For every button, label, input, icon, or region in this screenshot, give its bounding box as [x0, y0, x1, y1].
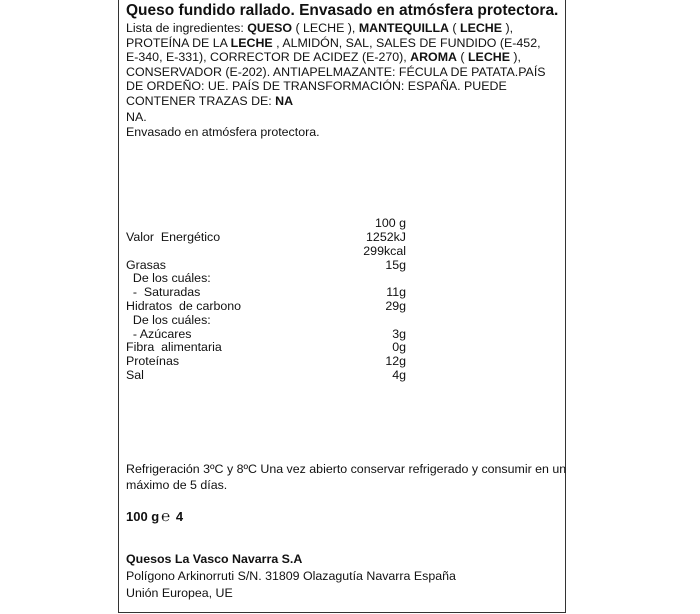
allergen-text: LECHE — [467, 50, 510, 65]
ingredient-text: LECHE — [303, 21, 345, 35]
ingredient-text: ), — [344, 21, 359, 35]
nutrition-value: 3g — [392, 326, 406, 341]
ingredients-list — [126, 21, 562, 109]
nutrition-value: 0g — [392, 340, 406, 355]
nutrition-value: 11g — [386, 285, 406, 300]
nutrition-value: 4g — [392, 368, 406, 382]
nutrition-label: Valor Energético — [126, 230, 221, 244]
allergen-text: LECHE — [230, 35, 273, 50]
nutrition-value: 12g — [385, 354, 406, 369]
nutrition-row — [126, 340, 406, 354]
nutrition-row — [126, 285, 406, 299]
nutrition-row — [126, 354, 406, 368]
nutrition-row — [126, 327, 406, 341]
ingredient-text: PROTEÍNA DE LA — [126, 35, 231, 50]
nutrition-row — [126, 299, 406, 313]
ingredient-text: ( — [292, 21, 304, 35]
unit-count: 4 — [175, 509, 184, 524]
ingredient-text: ), — [502, 21, 514, 35]
ingredient-text: ), — [509, 50, 521, 65]
ingredients-line — [126, 36, 562, 51]
nutrition-row — [126, 258, 406, 272]
net-weight-amount: 100 g — [126, 509, 160, 524]
net-weight — [126, 508, 183, 525]
ingredient-text: CONSERVADOR (E-202). ANTIAPELMAZANTE: FÉCULA DE PATATA.PAÍS — [126, 64, 546, 79]
product-title: Queso fundido rallado. Envasado en atmósfera protectora. — [126, 2, 559, 19]
company-name: Quesos La Vasco Navarra S.A — [126, 552, 303, 566]
nutrition-value: 29g — [385, 299, 406, 313]
ingredient-text: ( — [448, 21, 460, 35]
nutrition-label: - Azúcares — [126, 326, 192, 341]
ingredients-line — [126, 50, 562, 65]
allergen-text: NA — [275, 93, 294, 108]
ingredient-text: DE ORDEÑO: UE. PAÍS DE TRANSFORMACIÓN: ESPAÑA. PUEDE — [126, 79, 507, 94]
nutrition-label: - Saturadas — [126, 285, 201, 300]
nutrition-label: De los cuáles: — [126, 312, 211, 327]
nutrition-label: Grasas — [126, 257, 166, 272]
nutrition-row — [126, 271, 406, 285]
ingredient-text: Lista de ingredientes: — [126, 21, 248, 35]
ingredients-line — [126, 21, 562, 36]
packaging-line: Envasado en atmósfera protectora. — [126, 125, 320, 139]
allergen-text: AROMA — [410, 50, 457, 65]
allergen-text: QUESO — [247, 21, 292, 35]
nutrition-row — [126, 244, 406, 258]
nutrition-value: 299kcal — [363, 243, 406, 258]
ingredients-line — [126, 94, 562, 109]
allergen-text: LECHE — [460, 21, 502, 35]
ingredient-text: , ALMIDÓN, SAL, SALES DE FUNDIDO (E-452, — [272, 35, 541, 50]
estimated-sign-icon: ℮ — [161, 508, 171, 525]
nutrition-row — [126, 313, 406, 327]
nutrition-label: Sal — [126, 368, 144, 382]
nutrition-label: Fibra alimentaria — [126, 340, 222, 355]
ingredients-line — [126, 65, 562, 80]
company-region: Unión Europea, UE — [126, 586, 233, 600]
company-address: Polígono Arkinorruti S/N. 31809 Olazagutía Navarra España — [126, 569, 456, 583]
storage-line-1: Refrigeración 3ºC y 8ºC Una vez abierto conservar refrigerado y consumir en un — [126, 462, 567, 476]
nutrition-label: Hidratos de carbono — [126, 299, 242, 313]
storage-line-2: máximo de 5 días. — [126, 478, 228, 492]
ingredient-text: CONTENER TRAZAS DE: — [126, 93, 276, 108]
ingredients-line — [126, 79, 562, 94]
nutrition-header — [126, 216, 406, 230]
nutrition-row — [126, 230, 406, 244]
na-line: NA. — [126, 110, 147, 124]
nutrition-header-label: 100 g — [374, 216, 406, 230]
nutrition-value: 15g — [385, 257, 406, 272]
nutrition-label: Proteínas — [126, 354, 180, 369]
allergen-text: MANTEQUILLA — [358, 21, 449, 35]
ingredient-text: ( — [456, 50, 468, 65]
company-info — [126, 551, 456, 602]
nutrition-row — [126, 368, 406, 382]
ingredient-text: E-340, E-331), CORRECTOR DE ACIDEZ (E-270), — [126, 50, 411, 65]
nutrition-label: De los cuáles: — [126, 271, 211, 286]
nutrition-value: 1252kJ — [366, 230, 406, 244]
